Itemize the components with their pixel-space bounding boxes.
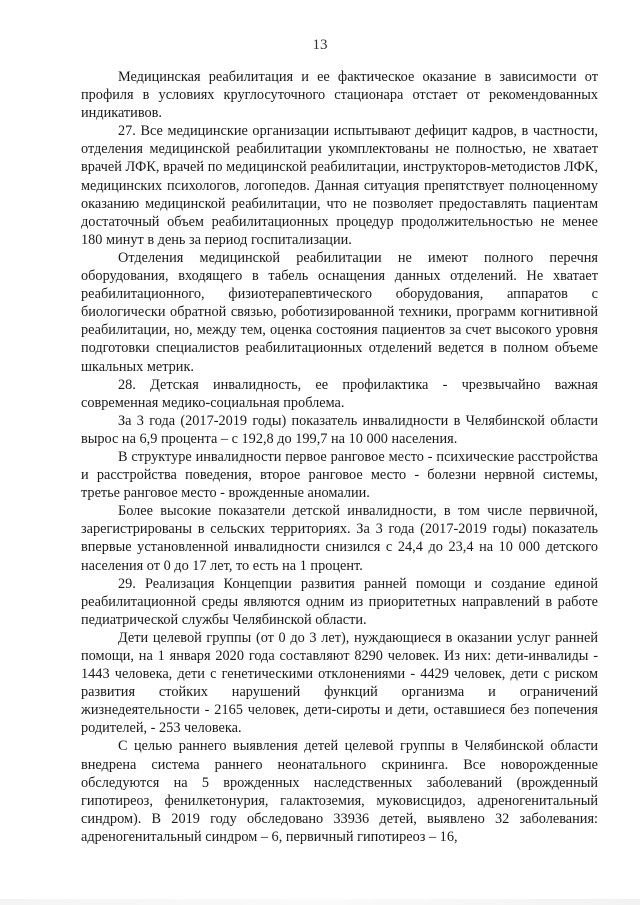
paragraph-rehab-indicators: Медицинская реабилитация и ее фактическое оказание в зависимости от профиля в условиях круглосуточного стационара отстает от рекомендованных индикативов. xyxy=(81,69,598,122)
paragraph-neonatal-screening: С целью раннего выявления детей целевой группы в Челябинской области внедрена система раннего неонатального скрининга. Все новорожденные обследуются на 5 врожденных наследственных заболеваний (врожденный гипотиреоз, фенилкетонурия, галактоземия, муковисцидоз, адреногенитальный синдром). В 2019 году обследовано 33936 детей, выявлено 32 заболевания: адреногенитальный синдром – 6, первичный гипотиреоз – 16, xyxy=(81,738,598,845)
paragraph-27-staff-deficit: 27. Все медицинские организации испытывают дефицит кадров, в частности, отделения медицинской реабилитации укомплектованы не полностью, не хватает врачей ЛФК, врачей по медицинской реабилитации, инструкторов-методистов ЛФК, медицинских психологов, логопедов. Данная ситуация препятствует полноценному оказанию медицинской реабилитации, что не позволяет предоставлять пациентам достаточный объем реабилитационных процедур продолжительностью не менее 180 минут в день за период госпитализации. xyxy=(81,123,598,248)
paragraph-disability-growth: За 3 года (2017-2019 годы) показатель инвалидности в Челябинской области вырос на 6,9 процента – с 192,8 до 199,7 на 10 000 населения. xyxy=(81,412,598,447)
paragraph-equipment-shortage: Отделения медицинской реабилитации не имеют полного перечня оборудования, входящего в табель оснащения данных отделений. Не хватает реабилитационного, физиотерапевтического оборудования, аппаратов с биологически обратной связью, роботизированной техники, программ когнитивной реабилитации, но, между тем, оценка состояния пациентов за счет высокого уровня подготовки специалистов реабилитационных отделений ведется в полном объеме шкальных метрик. xyxy=(81,249,598,375)
document-body xyxy=(81,68,598,846)
scan-edge xyxy=(0,899,640,905)
paragraph-29-early-help-concept: 29. Реализация Концепции развития ранней помощи и создание единой реабилитационной среды являются одним из приоритетных направлений в работе педиатрической службы Челябинской области. xyxy=(81,575,598,628)
paragraph-disability-structure: В структуре инвалидности первое ранговое место - психические расстройства и расстройства поведения, второе ранговое место - болезни нервной системы, третье ранговое место - врожденные аномалии. xyxy=(81,448,598,502)
paragraph-28-child-disability: 28. Детская инвалидность, ее профилактика - чрезвычайно важная современная медико-социальная проблема. xyxy=(81,376,598,411)
page-number: 13 xyxy=(312,37,328,53)
paragraph-rural-disability: Более высокие показатели детской инвалидности, в том числе первичной, зарегистрированы в сельских территориях. За 3 года (2017-2019 годы) показатель впервые установленной инвалидности снизился с 24,4 до 23,4 на 10 000 детского населения от 0 до 17 лет, то есть на 1 процент. xyxy=(81,503,598,574)
paragraph-target-group: Дети целевой группы (от 0 до 3 лет), нуждающиеся в оказании услуг ранней помощи, на 1 января 2020 года составляют 8290 человек. Из них: дети-инвалиды - 1443 человека, дети с генетическими отклонениями - 4429 человек, дети с риском развития стойких нарушений функций организма и ограничений жизнедеятельности - 2165 человек, дети-сироты и дети, оставшиеся без попечения родителей, - 253 человека. xyxy=(81,629,598,737)
